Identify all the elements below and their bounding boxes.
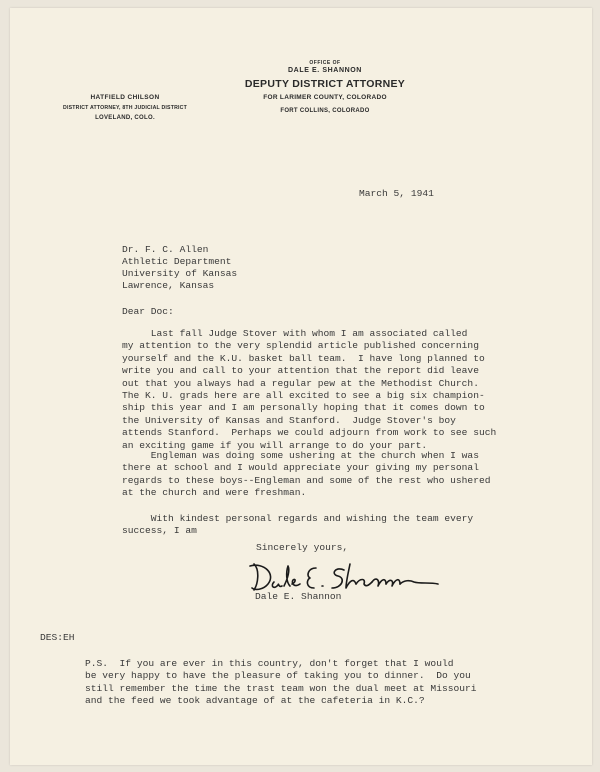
body-line: attends Stanford. Perhaps we could adjourn from work to see such: [122, 427, 497, 439]
body-paragraph-3: [122, 513, 473, 538]
letterhead-left-city: LOVELAND, COLO.: [95, 115, 155, 121]
recipient-city: Lawrence, Kansas: [122, 280, 215, 291]
letterhead-city: FORT COLLINS, COLORADO: [280, 108, 370, 114]
postscript-line: and the feed we took advantage of at the cafeteria in K.C.?: [85, 695, 425, 707]
salutation: Dear Doc:: [122, 306, 174, 317]
recipient-name: Dr. F. C. Allen: [122, 244, 209, 255]
body-line: my attention to the very splendid article published concerning: [122, 340, 479, 352]
body-line: the University of Kansas and Stanford. Judge Stover's boy: [122, 414, 456, 426]
letter-date: March 5, 1941: [359, 188, 434, 199]
letterhead-name: DALE E. SHANNON: [288, 67, 362, 74]
recipient-dept: Athletic Department: [122, 256, 232, 267]
postscript: [85, 658, 477, 708]
body-line: With kindest personal regards and wishing the team every: [122, 513, 474, 524]
signer-name: Dale E. Shannon: [255, 591, 342, 602]
letterhead-office-of: OFFICE OF: [309, 60, 341, 66]
letterhead-title: DEPUTY DISTRICT ATTORNEY: [244, 78, 406, 90]
body-paragraph-2: [122, 450, 490, 500]
postscript-line: be very happy to have the pleasure of taking you to dinner. Do you: [85, 670, 471, 682]
recipient-org: University of Kansas: [122, 268, 238, 279]
letterhead-left-title: DISTRICT ATTORNEY, 8TH JUDICIAL DISTRICT: [63, 105, 187, 111]
body-line: The K. U. grads here are all excited to see a big six champion-: [122, 390, 485, 402]
body-line: at the church and were freshman.: [122, 487, 307, 499]
closing: Sincerely yours,: [256, 542, 349, 553]
body-line: out that you always had a regular pew at the Methodist Church.: [122, 377, 479, 389]
body-line: success, I am: [122, 525, 197, 537]
postscript-line: still remember the time the trast team won the dual meet at Missouri: [85, 682, 477, 694]
letter-page: [10, 8, 592, 765]
body-line: yourself and the K.U. basket ball team. I have long planned to: [122, 352, 485, 364]
body-line: write you and call to your attention that the report did leave: [122, 365, 479, 377]
body-line: Last fall Judge Stover with whom I am associated called: [122, 328, 468, 339]
body-line: regards to these boys--Engleman and some of the rest who ushered: [122, 474, 491, 486]
body-line: an exciting game if you will arrange to do your part.: [122, 439, 428, 451]
body-line: ship this year and I am personally hoping that it comes down to: [122, 402, 485, 414]
body-line: there at school and I would appreciate your giving my personal: [122, 462, 479, 474]
body-line: Engleman was doing some ushering at the church when I was: [122, 450, 479, 461]
postscript-line: P.S. If you are ever in this country, don't forget that I would: [85, 658, 454, 669]
letterhead-county: FOR LARIMER COUNTY, COLORADO: [263, 94, 387, 101]
letterhead-left-name: HATFIELD CHILSON: [90, 94, 160, 101]
body-paragraph-1: [122, 328, 496, 452]
typist-initials: DES:EH: [40, 632, 75, 643]
